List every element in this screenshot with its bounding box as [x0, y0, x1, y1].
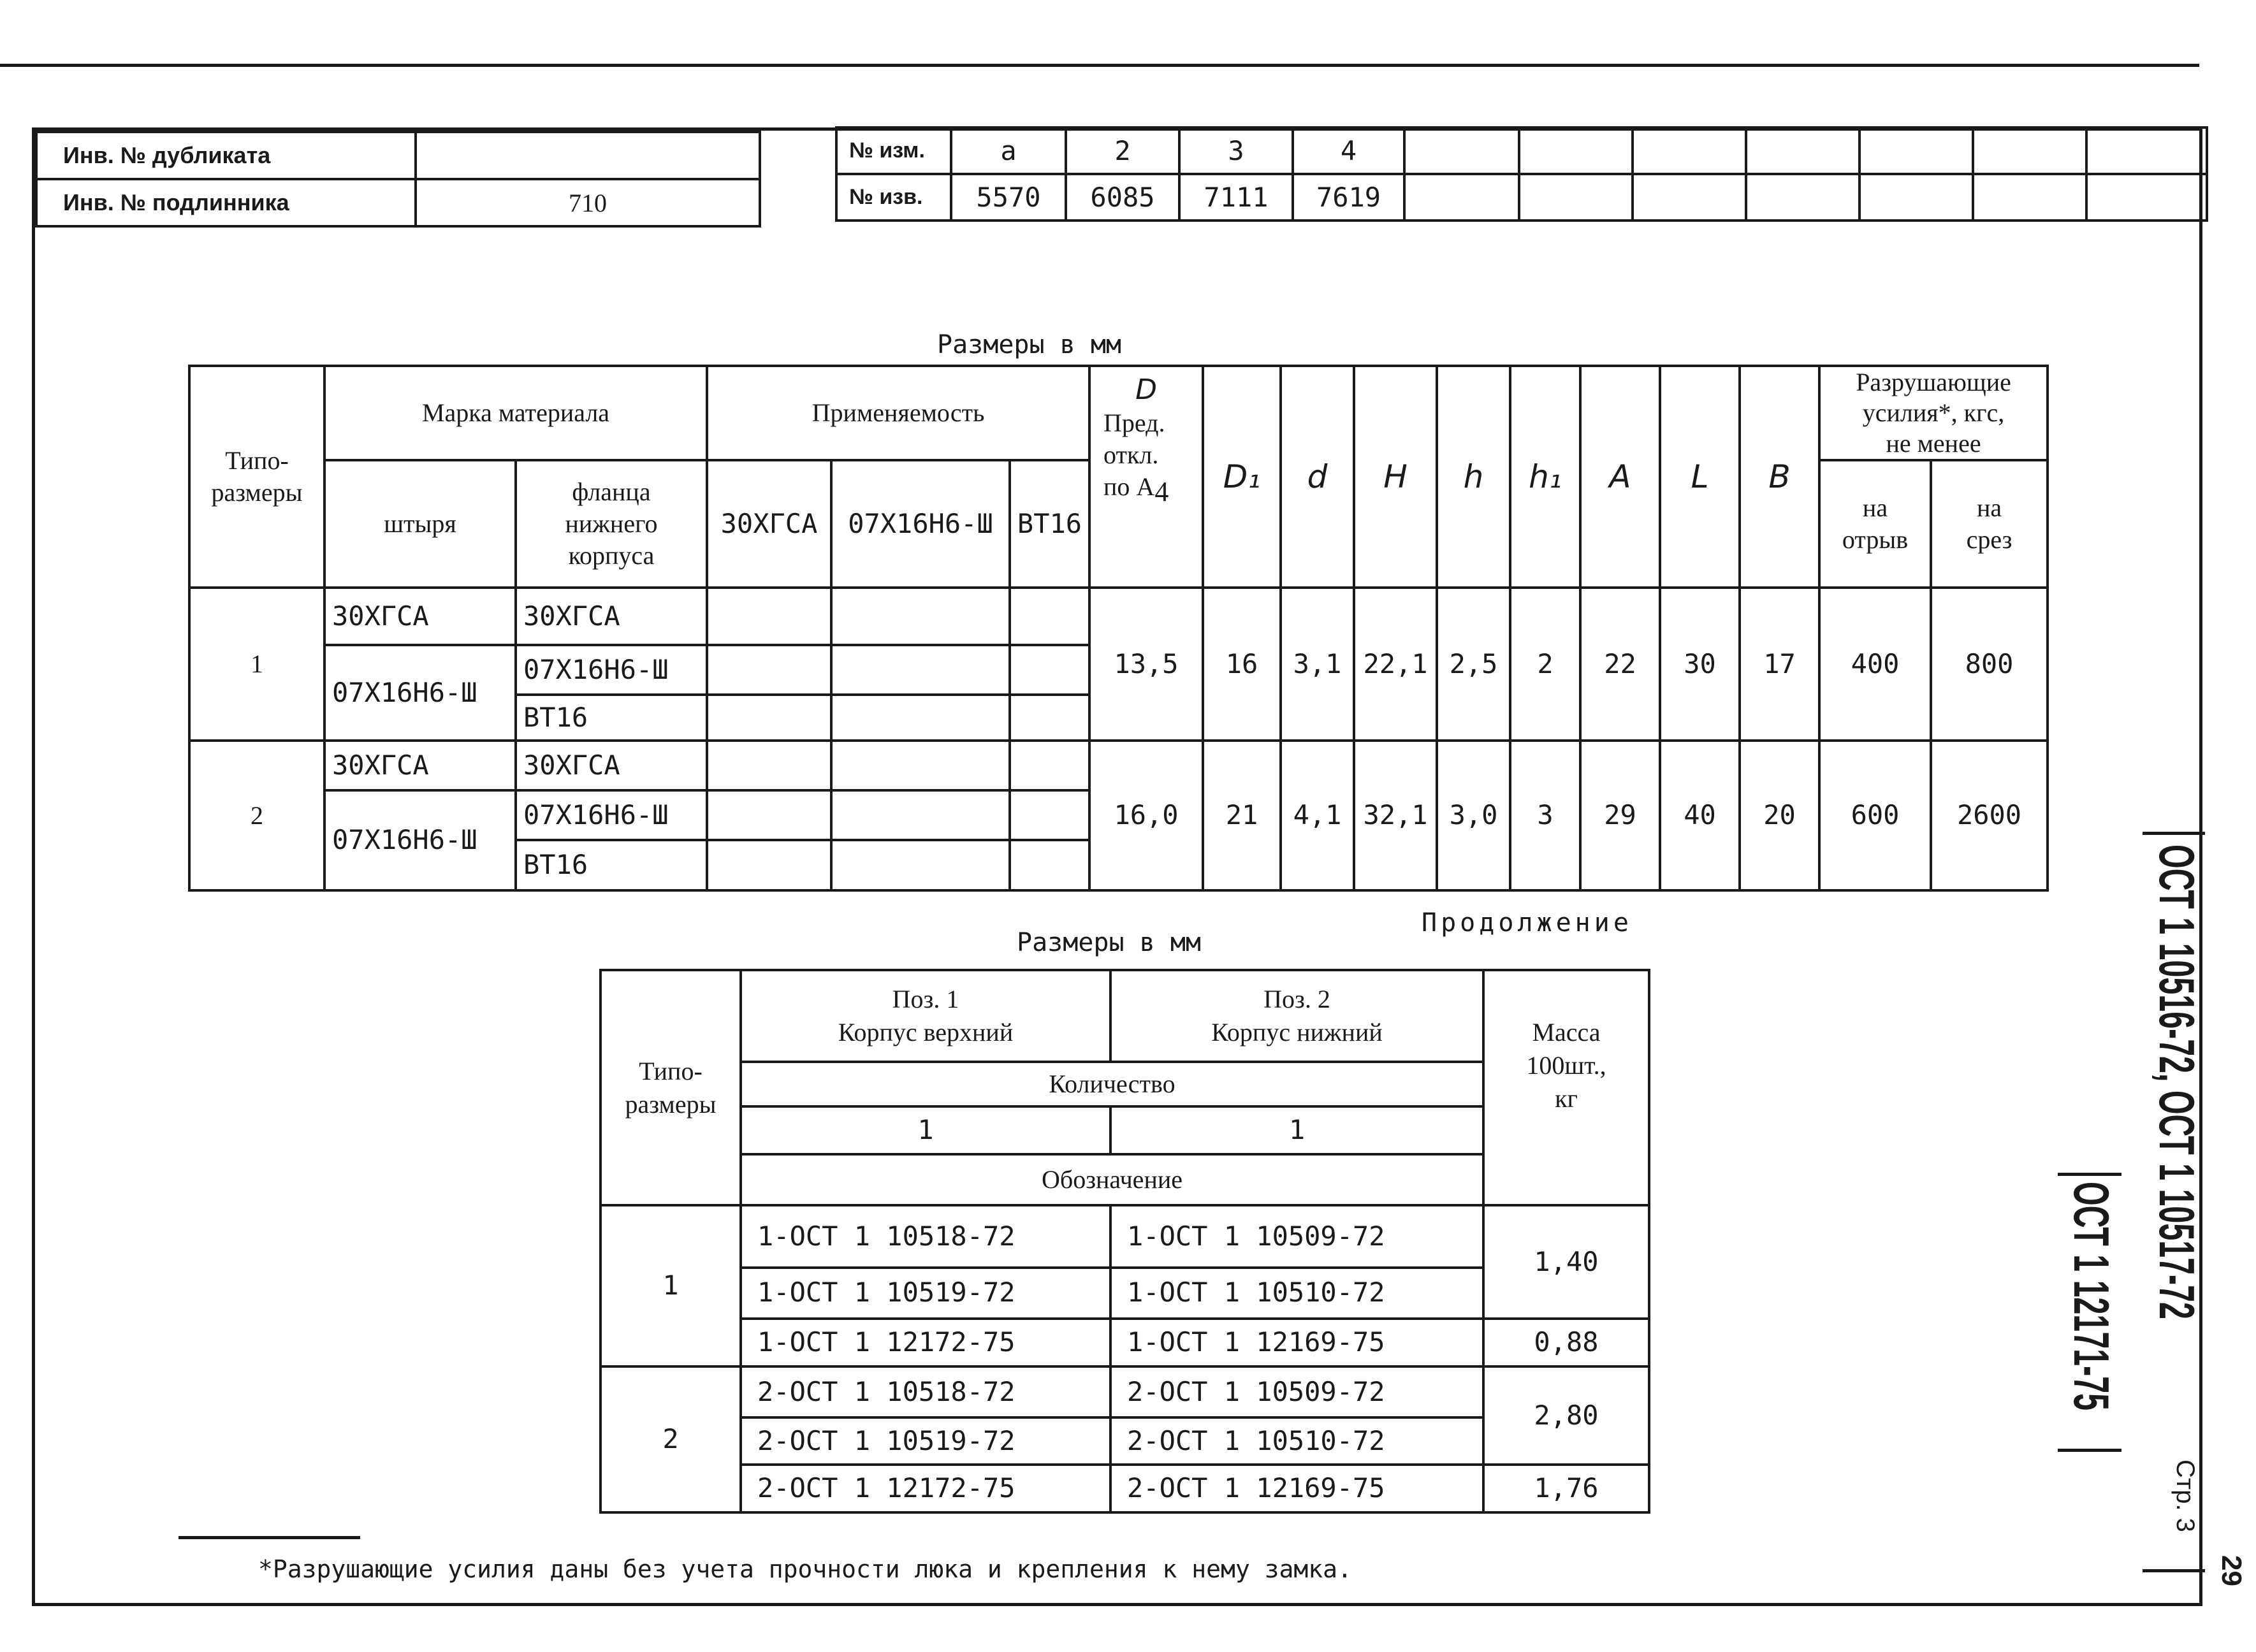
page-label: Стр. 3 — [2171, 1460, 2199, 1532]
d-header: d — [1281, 366, 1354, 588]
pos2-designation: 2-ОСТ 1 12169-75 — [1110, 1465, 1483, 1512]
notice-number-cell — [1746, 174, 1859, 221]
pos1-designation: 1-ОСТ 1 10519-72 — [741, 1268, 1110, 1319]
B-header: B — [1740, 366, 1819, 588]
size-cell: 2 — [600, 1366, 741, 1512]
notice-number-cell: 7111 — [1179, 174, 1293, 221]
pos1-designation: 2-ОСТ 1 12172-75 — [741, 1465, 1110, 1512]
applicability-cell — [707, 790, 831, 840]
notice-number-cell — [1633, 174, 1746, 221]
mass-cell: 1,76 — [1483, 1465, 1649, 1512]
value-cell: 800 — [1931, 588, 2048, 741]
value-cell: 17 — [1740, 588, 1819, 741]
D-tolerance-subscript: 4 — [1154, 476, 1169, 507]
standard-rule — [2143, 1569, 2205, 1572]
standard-rule — [2058, 1449, 2121, 1452]
pin-material-cell: 30ХГСА — [324, 741, 516, 790]
change-number-cell: а — [951, 127, 1066, 174]
D-tolerance-label: Пред. откл. по А — [1103, 409, 1165, 501]
table-row — [600, 1205, 1649, 1267]
change-number-cell — [1746, 127, 1859, 174]
value-cell: 22,1 — [1354, 588, 1437, 741]
value-cell: 13,5 — [1089, 588, 1203, 741]
table-row — [600, 1319, 1649, 1366]
change-number-cell — [1973, 127, 2086, 174]
breaking-force-header: Разрушающие усилия*, кгс, не менее — [1819, 366, 2048, 460]
pin-material-cell: 07Х16Н6-Ш — [324, 645, 516, 741]
flange-material-cell: 07Х16Н6-Ш — [516, 645, 707, 695]
pos1-designation: 2-ОСТ 1 10519-72 — [741, 1417, 1110, 1464]
shear-header: на срез — [1931, 460, 2048, 588]
original-label: Инв. № подлинника — [36, 179, 416, 226]
value-cell: 2600 — [1931, 741, 2048, 890]
notice-number-cell: 6085 — [1066, 174, 1179, 221]
notice-number-label: № изв. — [836, 174, 951, 221]
size-cell: 2 — [189, 741, 324, 890]
change-number-cell: 3 — [1179, 127, 1293, 174]
L-header: L — [1660, 366, 1740, 588]
applicability-cell — [831, 790, 1010, 840]
D-tolerance-header — [1089, 366, 1203, 588]
change-number-label: № изм. — [836, 127, 951, 174]
app-07h16n6-header: 07Х16Н6-Ш — [831, 460, 1010, 588]
value-cell: 40 — [1660, 741, 1740, 890]
table-row — [600, 1465, 1649, 1512]
flange-material-cell: ВТ16 — [516, 695, 707, 741]
sizes-header: Типо- размеры — [600, 970, 741, 1205]
pos1-designation: 1-ОСТ 1 12172-75 — [741, 1319, 1110, 1366]
value-cell: 2 — [1510, 588, 1580, 741]
notice-number-cell — [1519, 174, 1633, 221]
value-cell: 20 — [1740, 741, 1819, 890]
notice-number-cell — [1404, 174, 1519, 221]
pos2-designation: 2-ОСТ 1 10510-72 — [1110, 1417, 1483, 1464]
table2-caption: Размеры в мм — [1017, 928, 1201, 957]
H-header: H — [1354, 366, 1437, 588]
notice-number-cell — [1859, 174, 1973, 221]
value-cell: 22 — [1580, 588, 1660, 741]
pos2-header: Поз. 2 Корпус нижний — [1110, 970, 1483, 1062]
applicability-cell — [707, 645, 831, 695]
material-header: Марка материала — [324, 366, 707, 460]
change-number-cell — [1633, 127, 1746, 174]
standard-designation-block — [2142, 832, 2206, 1584]
h-header: h — [1437, 366, 1510, 588]
applicability-cell — [1010, 645, 1089, 695]
change-number-cell — [1859, 127, 1973, 174]
pos1-designation: 2-ОСТ 1 10518-72 — [741, 1366, 1110, 1417]
tear-header: на отрыв — [1819, 460, 1931, 588]
applicability-cell — [831, 645, 1010, 695]
h1-header: h₁ — [1510, 366, 1580, 588]
standard-numbers-1: ОСТ 1 10516-72, ОСТ 1 10517-72 — [2149, 844, 2205, 1319]
applicability-cell — [1010, 790, 1089, 840]
pos2-designation: 1-ОСТ 1 10510-72 — [1110, 1268, 1483, 1319]
applicability-cell — [707, 588, 831, 645]
applicability-cell — [831, 695, 1010, 741]
value-cell: 29 — [1580, 741, 1660, 890]
table1-caption: Размеры в мм — [937, 330, 1121, 359]
value-cell: 4,1 — [1281, 741, 1354, 890]
value-cell: 32,1 — [1354, 741, 1437, 890]
mass-cell: 2,80 — [1483, 1366, 1649, 1465]
applicability-cell — [1010, 741, 1089, 790]
dimensions-table — [188, 365, 2049, 892]
inventory-stamp — [35, 131, 761, 228]
notice-number-cell — [1973, 174, 2086, 221]
footnote-rule — [178, 1536, 360, 1539]
applicability-cell — [1010, 840, 1089, 890]
pos1-designation: 1-ОСТ 1 10518-72 — [741, 1205, 1110, 1267]
standard-rule — [2143, 832, 2205, 835]
quantity-pos2: 1 — [1110, 1106, 1483, 1154]
original-value: 710 — [416, 179, 760, 226]
mass-cell: 1,40 — [1483, 1205, 1649, 1319]
pos2-designation: 2-ОСТ 1 10509-72 — [1110, 1366, 1483, 1417]
value-cell: 21 — [1203, 741, 1281, 890]
applicability-cell — [831, 588, 1010, 645]
D-symbol: D — [1135, 373, 1157, 406]
A-header: A — [1580, 366, 1660, 588]
value-cell: 16,0 — [1089, 741, 1203, 890]
applicability-cell — [1010, 695, 1089, 741]
duplicate-value — [416, 132, 760, 179]
change-log-table — [835, 126, 2208, 222]
sheet-number: 29 — [2216, 1555, 2247, 1586]
flange-material-cell: ВТ16 — [516, 840, 707, 890]
value-cell: 30 — [1660, 588, 1740, 741]
flange-material-cell: 30ХГСА — [516, 741, 707, 790]
app-30hgsa-header: 30ХГСА — [707, 460, 831, 588]
applicability-cell — [707, 840, 831, 890]
applicability-cell — [831, 741, 1010, 790]
notice-number-cell — [2086, 174, 2207, 221]
pin-material-cell: 30ХГСА — [324, 588, 516, 645]
continuation-label: Продолжение — [1422, 908, 1633, 938]
mass-header: Масса 100шт., кг — [1483, 970, 1649, 1205]
size-cell: 1 — [600, 1205, 741, 1366]
pos2-designation: 1-ОСТ 1 10509-72 — [1110, 1205, 1483, 1267]
flange-material-cell: 07Х16Н6-Ш — [516, 790, 707, 840]
D1-header: D₁ — [1203, 366, 1281, 588]
value-cell: 600 — [1819, 741, 1931, 890]
standard-designation-block-2 — [2058, 1173, 2121, 1453]
table-row — [189, 588, 2048, 645]
size-cell: 1 — [189, 588, 324, 741]
change-number-row — [836, 127, 2207, 174]
change-number-cell — [1519, 127, 1633, 174]
app-vt16-header: ВТ16 — [1010, 460, 1089, 588]
value-cell: 3,1 — [1281, 588, 1354, 741]
quantity-header: Количество — [741, 1062, 1483, 1106]
table-row — [189, 741, 2048, 790]
mass-cell: 0,88 — [1483, 1319, 1649, 1366]
notice-number-cell: 7619 — [1293, 174, 1404, 221]
applicability-cell — [707, 741, 831, 790]
value-cell: 16 — [1203, 588, 1281, 741]
table-row — [600, 1366, 1649, 1417]
sizes-header: Типо- размеры — [189, 366, 324, 588]
pos2-designation: 1-ОСТ 1 12169-75 — [1110, 1319, 1483, 1366]
value-cell: 2,5 — [1437, 588, 1510, 741]
notice-number-row — [836, 174, 2207, 221]
applicability-cell — [707, 695, 831, 741]
quantity-pos1: 1 — [741, 1106, 1110, 1154]
change-number-cell: 4 — [1293, 127, 1404, 174]
flange-material-cell: 30ХГСА — [516, 588, 707, 645]
applicability-header: Применяемость — [707, 366, 1089, 460]
flange-header: фланца нижнего корпуса — [516, 460, 707, 588]
value-cell: 3,0 — [1437, 741, 1510, 890]
pin-material-cell: 07Х16Н6-Ш — [324, 790, 516, 890]
footnote: *Разрушающие усилия даны без учета прочности люка и крепления к нему замка. — [258, 1555, 1352, 1583]
standard-numbers-2: ОСТ 1 12171-75 — [2063, 1182, 2120, 1411]
value-cell: 3 — [1510, 741, 1580, 890]
change-number-cell — [1404, 127, 1519, 174]
pos1-header: Поз. 1 Корпус верхний — [741, 970, 1110, 1062]
designation-header: Обозначение — [741, 1154, 1483, 1205]
change-number-cell — [2086, 127, 2207, 174]
change-number-cell: 2 — [1066, 127, 1179, 174]
value-cell: 400 — [1819, 588, 1931, 741]
notice-number-cell: 5570 — [951, 174, 1066, 221]
top-border-line — [0, 64, 2199, 67]
pin-header: штыря — [324, 460, 516, 588]
designation-table — [599, 969, 1650, 1514]
standard-rule — [2058, 1173, 2121, 1176]
applicability-cell — [831, 840, 1010, 890]
applicability-cell — [1010, 588, 1089, 645]
duplicate-label: Инв. № дубликата — [36, 132, 416, 179]
